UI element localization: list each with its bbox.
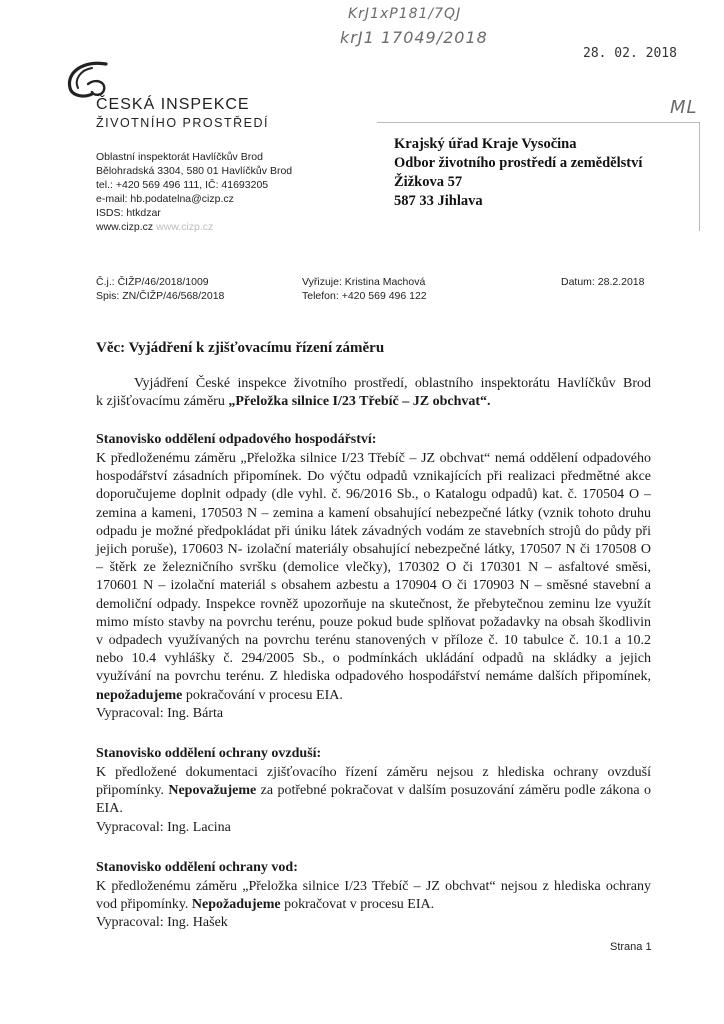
contact-office: Oblastní inspektorát Havlíčkův Brod (96, 151, 263, 163)
waste-line: demoliční odpady. Inspekce rovněž upozorňuje na skutečnost, že přebytečnou zeminu lze využít (96, 596, 651, 612)
waste-line: v odpadech využívaných na povrchu terénu stanovených v příloze č. 10 tabulce č. 10.1 a 10.2 (96, 633, 651, 649)
handwritten-initials: ML (670, 97, 698, 118)
recipient-line-4: 587 33 Jihlava (394, 193, 483, 209)
contact-address: Bělohradská 3304, 580 01 Havlíčkův Brod (96, 165, 293, 177)
handwritten-reference-2: krJ1 17049/2018 (340, 28, 488, 47)
waste-line: doporučujeme doplnit odpady (dle vyhl. č. 96/2016 Sb., o Katalogu odpadů) kat. č. 170504 O – (96, 487, 651, 503)
recipient-line-1: Krajský úřad Kraje Vysočina (394, 136, 577, 152)
waste-line: 170601 N – izolační materiál s obsahem azbestu a 170904 O či 170903 N – směsné stavební a (96, 578, 651, 594)
recipient-line-2: Odbor životního prostředí a zemědělství (394, 155, 643, 171)
file-number: Spis: ZN/ČIŽP/46/568/2018 (96, 290, 225, 302)
recipient-address (394, 135, 642, 211)
reference-numbers (96, 275, 224, 303)
intro-line-1: Vyjádření České inspekce životního prostředí, oblastního inspektorátu Havlíčkův Brod (134, 376, 651, 391)
waste-line-last: nepožadujeme pokračování v procesu EIA. (96, 687, 343, 703)
org-name: ČESKÁ INSPEKCE (96, 96, 250, 113)
water-line-1: K předloženému záměru „Přeložka silnice I/23 Třebíč – JZ obchvat“ nejsou z hlediska ochrany (96, 879, 651, 894)
watermark-url: www.cizp.cz (156, 221, 214, 233)
waste-line: využívání na povrchu terénu. Z hlediska odpadového hospodářství nemáme dalších připomínek, (96, 669, 651, 685)
org-subtitle: ŽIVOTNÍHO PROSTŘEDÍ (96, 116, 269, 130)
air-line-1: K předložené dokumentaci zjišťovacího řízení záměru nejsou z hlediska ochrany ovzduší (96, 765, 651, 780)
handler-info (302, 275, 427, 303)
page-number: Strana 1 (610, 941, 652, 953)
subject-line: Věc: Vyjádření k zjišťovacímu řízení záměru (96, 340, 385, 356)
contact-block (96, 150, 292, 234)
waste-line: odpadu je možné předpokládat při úniku látek závadných vodám ze stavebních strojů do půdy při (96, 523, 651, 539)
waste-line: nebo 10.4 vyhlášky č. 294/2005 Sb., o podmínkách ukládání odpadů na skládky a jejich (96, 651, 651, 667)
recipient-line-3: Žižkova 57 (394, 174, 463, 190)
waste-line: mimo místo stavby na povrchu terénu, pouze pokud bude splňovat požadavky na obsah škodlivin (96, 614, 651, 630)
waste-decision: nepožadujeme (96, 687, 183, 703)
water-line-2: vod připomínky. Nepožadujeme pokračovat v procesu EIA. (96, 897, 435, 913)
handler-phone: Telefon: +420 569 496 122 (302, 290, 427, 302)
waste-section-body (96, 450, 651, 723)
contact-phone: tel.: +420 569 496 111, IČ: 41693205 (96, 179, 269, 191)
intro-line-2: k zjišťovacímu záměru „Přeložka silnice I/23 Třebíč – JZ obchvat“. (96, 394, 491, 410)
inspection-logo-icon (62, 58, 152, 100)
air-line-2: připomínky. Nepovažujeme za potřebné pokračovat v dalším posuzování záměru podle zákona o (96, 783, 652, 799)
water-decision: Nepožadujeme (191, 897, 281, 913)
air-section-body (96, 764, 651, 837)
intro-paragraph (96, 375, 651, 411)
air-author: Vypracoval: Ing. Lacina (96, 819, 231, 835)
air-section-heading: Stanovisko oddělení ochrany ovzduší: (96, 746, 322, 761)
case-number: Č.j.: ČIŽP/46/2018/1009 (96, 276, 209, 288)
air-line-3: EIA. (96, 801, 123, 817)
handler-name: Vyřizuje: Kristina Machová (302, 276, 426, 288)
logo (62, 58, 152, 100)
waste-line: – štěrk ze železničního svršku (demolice vlečky), 170302 O či 170301 N – asfaltové směsi, (96, 560, 651, 576)
waste-line: zemina a kameni, 170503 N – zemina a kamení obsahující nebezpečné látky (vznik tohoto druhu (96, 505, 651, 521)
received-date-stamp: 28. 02. 2018 (583, 46, 677, 61)
waste-line: jejich poruše), 170603 N- izolační materiály obsahující nebezpečné látky, 170507 N či 170508 O (96, 542, 651, 558)
waste-line: K předloženému záměru „Přeložka silnice I/23 Třebíč – JZ obchvat“ nemá oddělení odpadového (96, 451, 651, 466)
air-decision: Nepovažujeme (168, 783, 257, 799)
waste-line: hospodářství zásadních připomínek. Do výčtu odpadů vznikajících při realizaci předmětné akce (96, 469, 651, 485)
project-name: „Přeložka silnice I/23 Třebíč – JZ obchvat“. (228, 394, 491, 410)
document-date: Datum: 28.2.2018 (561, 276, 645, 288)
water-author: Vypracoval: Ing. Hašek (96, 915, 228, 931)
water-section-body (96, 878, 651, 933)
contact-web: www.cizp.cz www.cizp.cz (96, 221, 214, 233)
waste-author: Vypracoval: Ing. Bárta (96, 705, 224, 721)
water-section-heading: Stanovisko oddělení ochrany vod: (96, 860, 298, 875)
waste-section-heading: Stanovisko oddělení odpadového hospodářství: (96, 432, 377, 447)
handwritten-reference-1: KrJ1xP181/7QJ (348, 6, 462, 22)
contact-email: e-mail: hb.podatelna@cizp.cz (96, 193, 234, 205)
contact-isds: ISDS: htkdzar (96, 207, 161, 219)
